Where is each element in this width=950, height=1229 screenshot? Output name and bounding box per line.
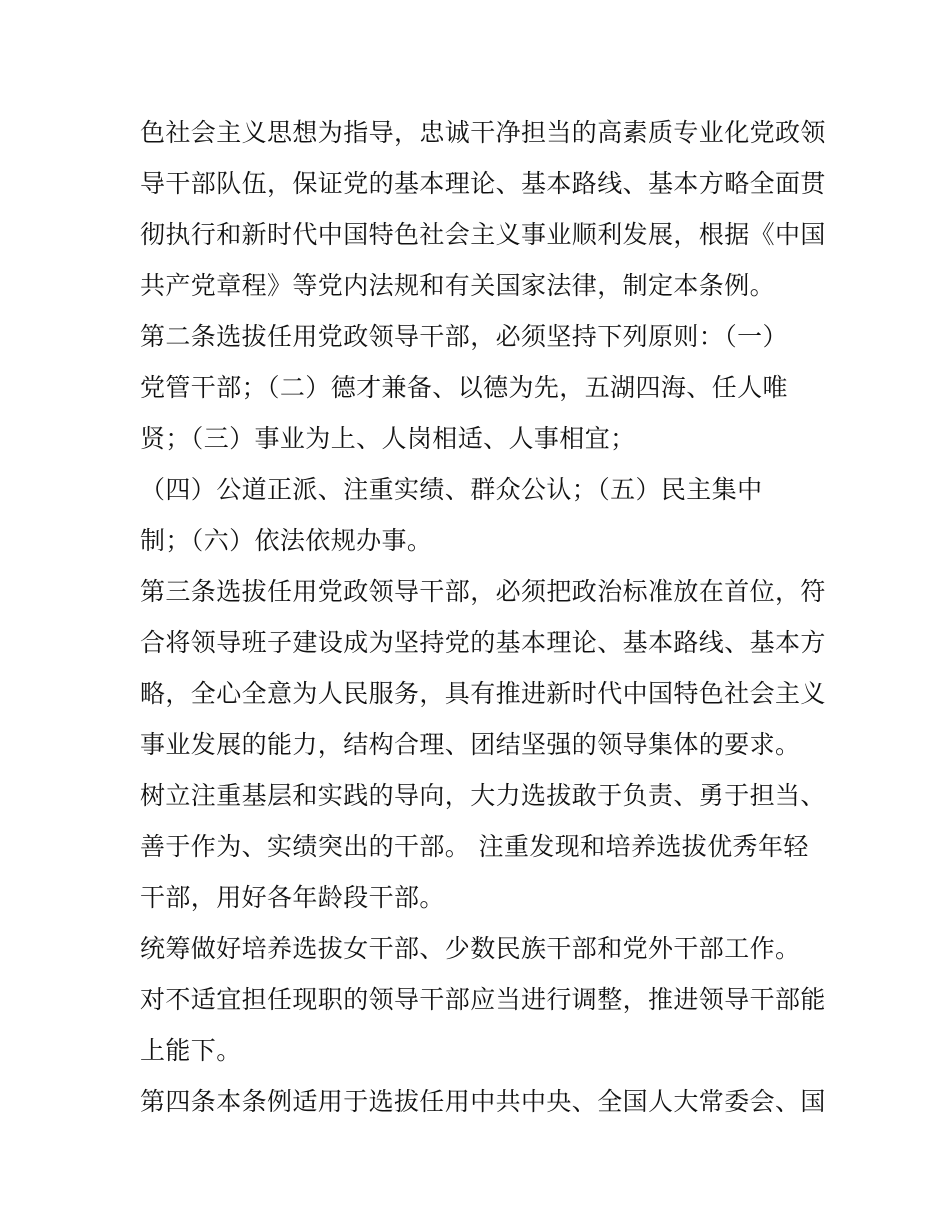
text-line: 色社会主义思想为指导，忠诚干净担当的高素质专业化党政领 [140,118,826,147]
text-line: 树立注重基层和实践的导向，大力选拔敢于负责、勇于担当、 [140,781,826,810]
text-line: 善于作为、实绩突出的干部。 注重发现和培养选拔优秀年轻 [140,832,809,861]
text-line: 导干部队伍，保证党的基本理论、基本路线、基本方略全面贯 [140,169,826,198]
text-line: 事业发展的能力，结构合理、团结坚强的领导集体的要求。 [140,730,801,759]
text-line: 共产党章程》等党内法规和有关国家法律，制定本条例。 [140,271,776,300]
text-line: （四）公道正派、注重实绩、群众公认；（五）民主集中 [140,475,763,504]
text-line: 略，全心全意为人民服务，具有推进新时代中国特色社会主义 [140,679,826,708]
text-line: 上能下。 [140,1036,242,1065]
text-line: 彻执行和新时代中国特色社会主义事业顺利发展，根据《中国 [140,220,826,249]
document-body [140,107,826,1127]
text-line: 合将领导班子建设成为坚持党的基本理论、基本路线、基本方 [140,628,826,657]
text-line: 干部，用好各年龄段干部。 [140,883,445,912]
text-line: 第三条选拔任用党政领导干部，必须把政治标准放在首位，符 [140,577,826,606]
text-line: 制；（六）依法依规办事。 [140,526,433,555]
text-line: 贤；（三）事业为上、人岗相适、人事相宜； [140,424,636,453]
text-line: 党管干部；（二）德才兼备、以德为先，五湖四海、任人唯 [140,373,788,402]
text-line: 第二条选拔任用党政领导干部，必须坚持下列原则：（一） [140,322,788,351]
text-line: 对不适宜担任现职的领导干部应当进行调整，推进领导干部能 [140,985,826,1014]
text-line: 统筹做好培养选拔女干部、少数民族干部和党外干部工作。 [140,934,801,963]
text-line: 第四条本条例适用于选拔任用中共中央、全国人大常委会、国 [140,1087,826,1116]
